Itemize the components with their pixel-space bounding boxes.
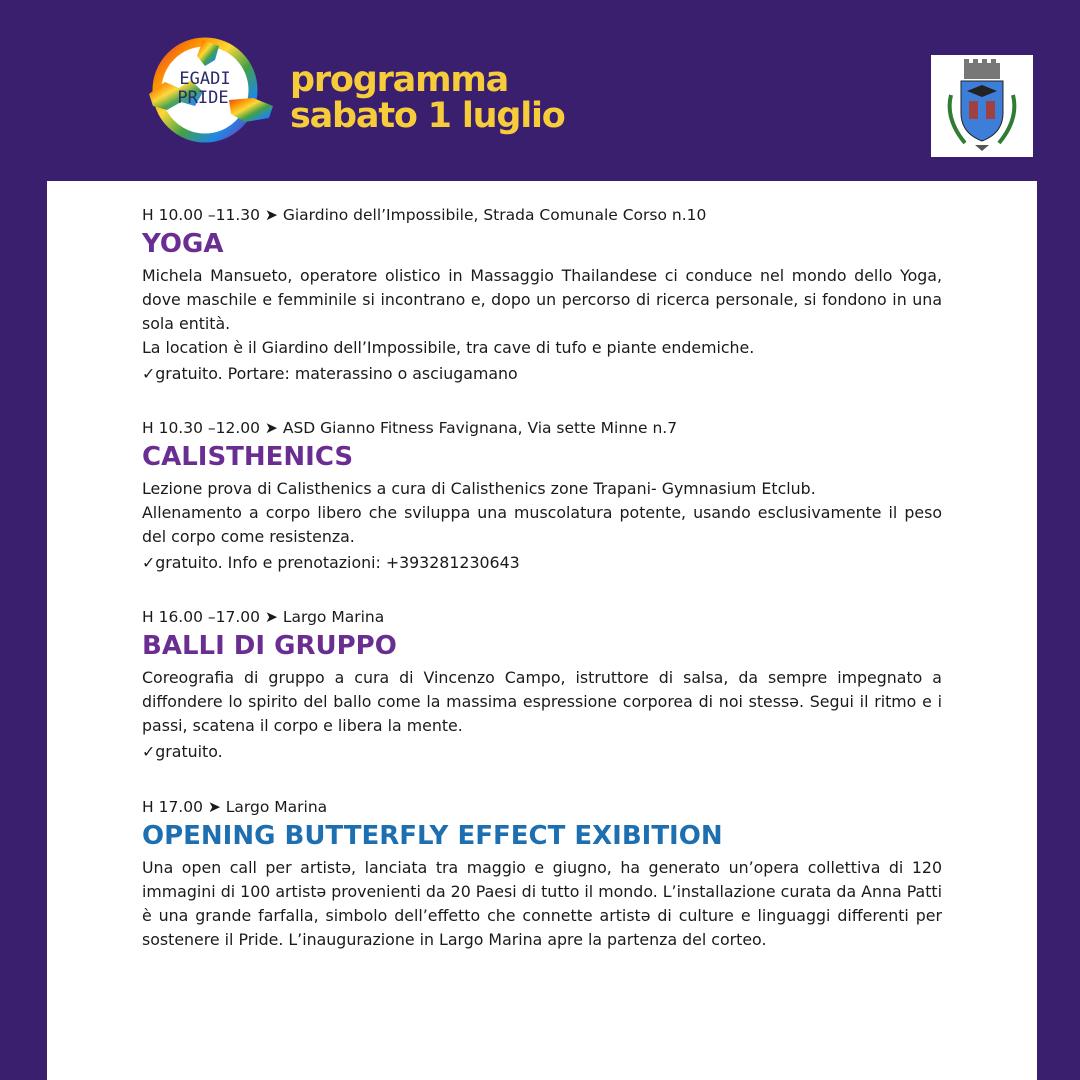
coat-of-arms-icon xyxy=(931,55,1033,157)
event-time: H 16.00 –17.00 ➤ Largo Marina xyxy=(142,608,385,626)
event-description xyxy=(142,264,942,360)
event-time: H 10.00 –11.30 ➤ Giardino dell’Impossibile, Strada Comunale Corso n.10 xyxy=(142,206,707,224)
egadi-pride-logo xyxy=(145,36,277,144)
event-time: H 17.00 ➤ Largo Marina xyxy=(142,798,328,816)
municipal-crest xyxy=(931,55,1033,157)
event-free-note: ✓gratuito. Info e prenotazioni: +393281230643 xyxy=(142,553,520,572)
program-panel xyxy=(47,181,1037,1080)
event-opening-exhibition xyxy=(142,797,942,952)
page-header xyxy=(0,0,1080,180)
event-calisthenics xyxy=(142,418,942,575)
event-title: OPENING BUTTERFLY EFFECT EXIBITION xyxy=(142,821,723,851)
description-paragraph: Lezione prova di Calisthenics a cura di Calisthenics zone Trapani- Gymnasium Etclub. xyxy=(142,479,816,498)
description-paragraph: Michela Mansueto, operatore olistico in Massaggio Thailandese ci conduce nel mondo dello Yoga, dove maschile e femminile si incontrano e, dopo un percorso di ricerca personale, si fondono in una sola entità. xyxy=(142,266,942,333)
event-description xyxy=(142,666,942,738)
logo-text-egadi: EGADI xyxy=(179,69,231,89)
title-line-programma: programma xyxy=(290,60,509,100)
event-yoga xyxy=(142,205,942,386)
description-paragraph: Coreografia di gruppo a cura di Vincenzo Campo, istruttore di salsa, da sempre impegnato a diffondere lo spirito del ballo come la massima espressione corporea di noi stessə. Segui il ritmo e i passi, scatena il corpo e libera la mente. xyxy=(142,668,942,735)
event-title: YOGA xyxy=(142,229,224,259)
event-title: CALISTHENICS xyxy=(142,442,354,472)
event-description xyxy=(142,856,942,952)
event-free-note: ✓gratuito. Portare: materassino o asciugamano xyxy=(142,364,518,383)
event-time: H 10.30 –12.00 ➤ ASD Gianno Fitness Favignana, Via sette Minne n.7 xyxy=(142,419,678,437)
event-description xyxy=(142,477,942,549)
event-title: BALLI DI GRUPPO xyxy=(142,631,397,661)
title-line-date: sabato 1 luglio xyxy=(290,96,565,136)
event-free-note: ✓gratuito. xyxy=(142,742,223,761)
page-title xyxy=(290,62,565,134)
description-paragraph: Allenamento a corpo libero che sviluppa una muscolatura potente, usando esclusivamente il peso del corpo come resistenza. xyxy=(142,503,942,546)
description-paragraph: La location è il Giardino dell’Impossibile, tra cave di tufo e piante endemiche. xyxy=(142,338,755,357)
logo-text-pride: PRIDE xyxy=(177,88,229,108)
event-balli-di-gruppo xyxy=(142,607,942,764)
description-paragraph: Una open call per artistə, lanciata tra maggio e giugno, ha generato un’opera collettiva di 120 immagini di 100 artistə provenienti da 20 Paesi di tutto il mondo. L’installazione curata da Anna Patti è una grande farfalla, simbolo dell’effetto che connette artistə di culture e linguaggi differenti per sostenere il Pride. L’inaugurazione in Largo Marina apre la partenza del corteo. xyxy=(142,858,942,949)
rainbow-island-logo-icon xyxy=(145,36,277,144)
